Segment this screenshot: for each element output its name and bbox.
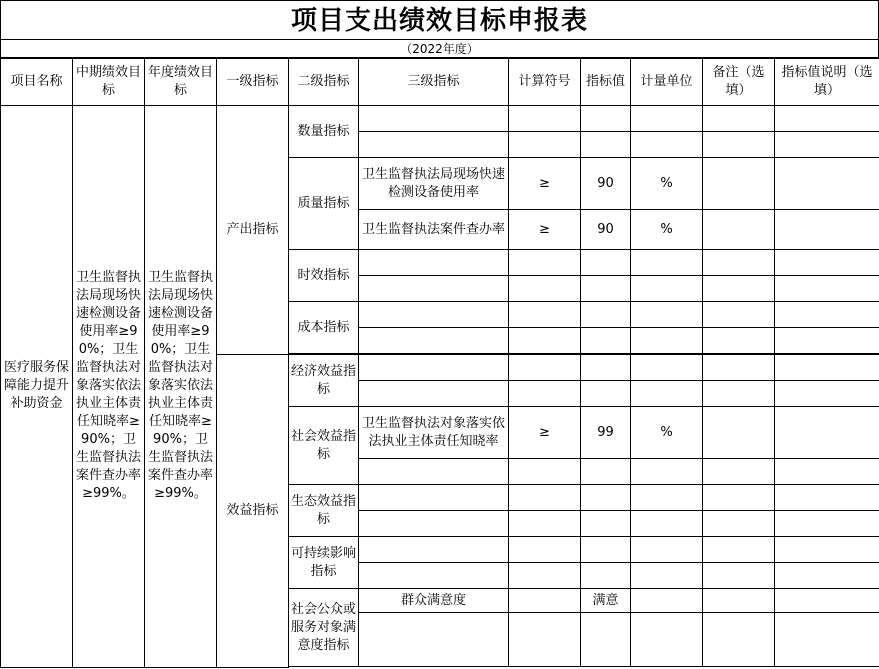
header-annual-goal: 年度绩效目标 bbox=[145, 58, 217, 106]
cell bbox=[631, 485, 703, 511]
spacer bbox=[289, 667, 879, 668]
level2-satisfaction: 社会公众或服务对象满意度指标 bbox=[289, 589, 359, 667]
cell bbox=[509, 132, 581, 158]
cell bbox=[703, 407, 775, 459]
cell bbox=[631, 537, 703, 563]
cell bbox=[509, 485, 581, 511]
cell bbox=[631, 355, 703, 381]
cell bbox=[703, 210, 775, 250]
cell bbox=[509, 459, 581, 485]
cell bbox=[775, 250, 879, 276]
cell bbox=[509, 355, 581, 381]
header-row bbox=[1, 58, 879, 106]
unit-s1: % bbox=[631, 407, 703, 459]
cell bbox=[631, 563, 703, 589]
cell bbox=[631, 613, 703, 667]
cell bbox=[359, 537, 509, 563]
cell bbox=[581, 328, 631, 354]
cell bbox=[509, 511, 581, 537]
cell bbox=[359, 250, 509, 276]
cell bbox=[703, 613, 775, 667]
level2-quantity: 数量指标 bbox=[289, 106, 359, 158]
cell bbox=[631, 381, 703, 407]
cell bbox=[775, 485, 879, 511]
cell bbox=[703, 485, 775, 511]
level1-output: 产出指标 bbox=[217, 106, 289, 355]
cell bbox=[359, 381, 509, 407]
cell bbox=[581, 132, 631, 158]
cell bbox=[581, 302, 631, 328]
cell bbox=[581, 250, 631, 276]
level2-economic: 经济效益指标 bbox=[289, 355, 359, 407]
cell bbox=[581, 563, 631, 589]
header-level3: 三级指标 bbox=[359, 58, 509, 106]
cell bbox=[775, 511, 879, 537]
project-name-cell: 医疗服务保障能力提升补助资金 bbox=[1, 106, 73, 668]
cell bbox=[775, 276, 879, 302]
level2-social: 社会效益指标 bbox=[289, 407, 359, 485]
cell bbox=[509, 537, 581, 563]
cell bbox=[581, 511, 631, 537]
cell bbox=[631, 511, 703, 537]
cell bbox=[631, 328, 703, 354]
level2-cost: 成本指标 bbox=[289, 302, 359, 354]
cell bbox=[509, 106, 581, 132]
value-q2: 90 bbox=[581, 210, 631, 250]
cell bbox=[703, 328, 775, 354]
cell bbox=[775, 613, 879, 667]
cell bbox=[359, 613, 509, 667]
cell bbox=[703, 302, 775, 328]
cell bbox=[703, 132, 775, 158]
level3-s1: 卫生监督执法对象落实依法执业主体责任知晓率 bbox=[359, 407, 509, 459]
cell bbox=[703, 589, 775, 613]
cell bbox=[775, 106, 879, 132]
cell bbox=[581, 485, 631, 511]
value-s1: 99 bbox=[581, 407, 631, 459]
cell bbox=[631, 106, 703, 132]
cell bbox=[631, 302, 703, 328]
cell bbox=[509, 250, 581, 276]
cell bbox=[703, 158, 775, 210]
header-value: 指标值 bbox=[581, 58, 631, 106]
cell bbox=[775, 381, 879, 407]
cell bbox=[775, 210, 879, 250]
cell bbox=[509, 563, 581, 589]
cell bbox=[509, 381, 581, 407]
level3-q1: 卫生监督执法局现场快速检测设备使用率 bbox=[359, 158, 509, 210]
cell bbox=[581, 381, 631, 407]
level3-q2: 卫生监督执法案件查办率 bbox=[359, 210, 509, 250]
mid-goal-cell: 卫生监督执法局现场快速检测设备使用率≥90%；卫生监督执法对象落实依法执业主体责任知晓率≥90%；卫生监督执法案件查办率≥99%。 bbox=[73, 106, 145, 668]
cell bbox=[581, 537, 631, 563]
cell bbox=[359, 355, 509, 381]
cell bbox=[509, 613, 581, 667]
cell bbox=[631, 132, 703, 158]
cell bbox=[631, 589, 703, 613]
cell bbox=[359, 563, 509, 589]
level3-m1: 群众满意度 bbox=[359, 589, 509, 613]
cell bbox=[359, 459, 509, 485]
cell bbox=[775, 459, 879, 485]
cell bbox=[359, 106, 509, 132]
cell bbox=[509, 328, 581, 354]
header-value-note: 指标值说明（选填） bbox=[775, 58, 879, 106]
level2-sustainable: 可持续影响指标 bbox=[289, 537, 359, 589]
form-year: （2022年度） bbox=[0, 39, 879, 59]
cell bbox=[775, 132, 879, 158]
cell bbox=[703, 250, 775, 276]
level2-timeliness: 时效指标 bbox=[289, 250, 359, 302]
cell bbox=[581, 276, 631, 302]
cell bbox=[703, 563, 775, 589]
cell bbox=[775, 302, 879, 328]
cell bbox=[509, 302, 581, 328]
cell bbox=[581, 459, 631, 485]
cell bbox=[359, 485, 509, 511]
cell bbox=[703, 511, 775, 537]
header-level2: 二级指标 bbox=[289, 58, 359, 106]
unit-q2: % bbox=[631, 210, 703, 250]
cell bbox=[775, 563, 879, 589]
annual-goal-cell: 卫生监督执法局现场快速检测设备使用率≥90%；卫生监督执法对象落实依法执业主体责任知晓率≥90%；卫生监督执法案件查办率≥99%。 bbox=[145, 106, 217, 668]
form-title: 项目支出绩效目标申报表 bbox=[0, 0, 879, 39]
cell bbox=[703, 355, 775, 381]
header-mid-goal: 中期绩效目标 bbox=[73, 58, 145, 106]
unit-q1: % bbox=[631, 158, 703, 210]
cell bbox=[581, 106, 631, 132]
cell bbox=[775, 537, 879, 563]
cell bbox=[703, 276, 775, 302]
cell bbox=[703, 459, 775, 485]
value-q1: 90 bbox=[581, 158, 631, 210]
cell bbox=[631, 250, 703, 276]
cell bbox=[359, 302, 509, 328]
cell bbox=[581, 355, 631, 381]
table-row bbox=[1, 106, 879, 132]
symbol-q2: ≥ bbox=[509, 210, 581, 250]
cell bbox=[775, 589, 879, 613]
header-unit: 计量单位 bbox=[631, 58, 703, 106]
cell bbox=[703, 537, 775, 563]
header-project-name: 项目名称 bbox=[1, 58, 73, 106]
indicator-table bbox=[0, 57, 879, 668]
symbol-q1: ≥ bbox=[509, 158, 581, 210]
cell bbox=[509, 276, 581, 302]
symbol-s1: ≥ bbox=[509, 407, 581, 459]
header-remark: 备注（选填） bbox=[703, 58, 775, 106]
cell bbox=[703, 381, 775, 407]
header-level1: 一级指标 bbox=[217, 58, 289, 106]
cell bbox=[581, 613, 631, 667]
cell bbox=[631, 459, 703, 485]
cell bbox=[775, 328, 879, 354]
cell bbox=[509, 589, 581, 613]
header-symbol: 计算符号 bbox=[509, 58, 581, 106]
cell bbox=[359, 328, 509, 354]
cell bbox=[359, 511, 509, 537]
level2-ecological: 生态效益指标 bbox=[289, 485, 359, 537]
cell bbox=[359, 276, 509, 302]
cell bbox=[631, 276, 703, 302]
cell bbox=[775, 158, 879, 210]
cell bbox=[703, 106, 775, 132]
cell bbox=[775, 407, 879, 459]
value-m1: 满意 bbox=[581, 589, 631, 613]
cell bbox=[775, 355, 879, 381]
level2-quality: 质量指标 bbox=[289, 158, 359, 250]
level1-benefit: 效益指标 bbox=[217, 355, 289, 668]
cell bbox=[359, 132, 509, 158]
